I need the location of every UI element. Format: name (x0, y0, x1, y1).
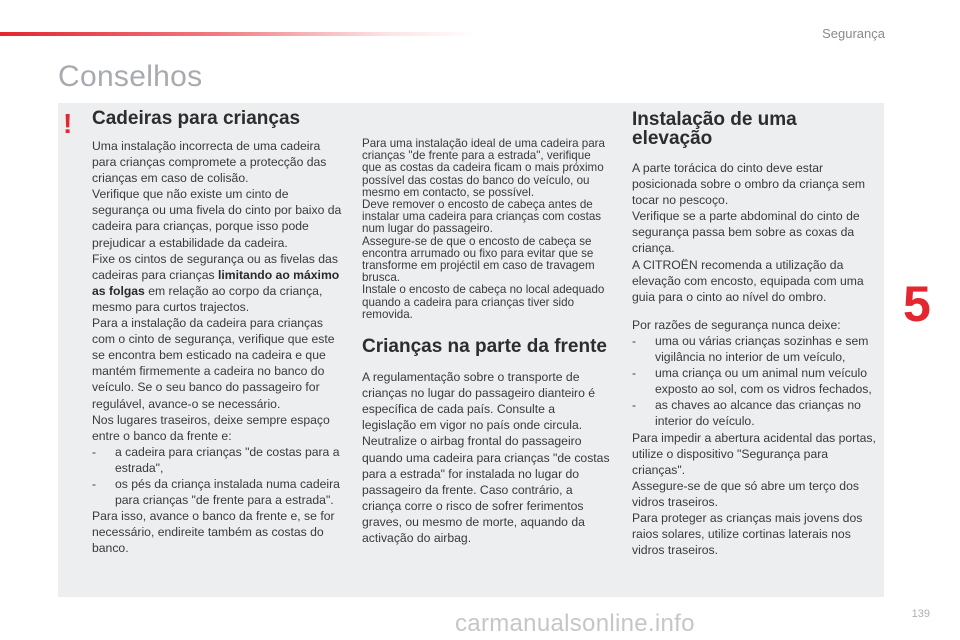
warning-icon: ! (63, 108, 73, 139)
list-item: - os pés da criança instalada numa cadeira para crianças "de frente para a estrada". (92, 476, 342, 508)
never-leave-list (632, 333, 882, 430)
column-child-seats (92, 108, 342, 556)
paragraph: Para proteger as crianças mais jovens dos raios solares, utilize cortinas laterais nos vidros traseiros. (632, 510, 863, 558)
column-front-seat (362, 138, 612, 546)
heading-booster: Instalação de uma elevação (632, 109, 797, 149)
column-booster (632, 110, 882, 558)
paragraph: Verifique se a parte abdominal do cinto de segurança passa bem sobre as coxas da criança. (632, 209, 860, 256)
paragraph: Para a instalação da cadeira para crianças com o cinto de segurança, verifique que este se encontra bem esticado na cadeira e que mantém firmemente a cadeira no banco do veículo. Se o seu banco do passageiro for regulável, avance-o se necessário. (92, 316, 335, 411)
watermark: carmanualsonline.info (455, 610, 695, 637)
heading-child-seats: Cadeiras para crianças (92, 108, 301, 129)
page-title: Conselhos (58, 60, 203, 93)
paragraph: Para uma instalação ideal de uma cadeira para crianças "de frente para a estrada", verifique que as costas da cadeira ficam o mais próximo possível das costas do banco do veículo, ou mesmo em contacto, se possível. (362, 137, 605, 199)
list-item: - as chaves ao alcance das crianças no interior do veículo. (632, 397, 882, 429)
emphasis-text: limitando ao máximo as folgas (92, 267, 340, 298)
list-item: - uma ou várias crianças sozinhas e sem vigilância no interior de um veículo, (632, 333, 882, 365)
paragraph: Instale o encosto de cabeça no local adequado quando a cadeira para crianças tiver sido removida. (362, 283, 605, 321)
list-item: - uma criança ou um animal num veículo exposto ao sol, com os vidros fechados, (632, 365, 882, 397)
paragraph: Para impedir a abertura acidental das portas, utilize o dispositivo "Segurança para crianças". (632, 430, 876, 477)
paragraph: Para isso, avance o banco da frente e, se for necessário, endireite também as costas do banco. (92, 509, 335, 556)
paragraph: Assegure-se de que só abre um terço dos vidros traseiros. (632, 478, 859, 509)
paragraph: Neutralize o airbag frontal do passageiro quando uma cadeira para crianças "de costas para a estrada" for instalada no lugar do passageiro da frente. Caso contrário, a criança corre o risco de sofrer ferimentos graves, ou mesmo de morte, aquando da activação do airbag. (362, 434, 610, 545)
paragraph: Deve remover o encosto de cabeça antes de instalar uma cadeira para crianças com costas num lugar do passageiro. (362, 198, 602, 236)
paragraph: Fixe os cintos de segurança ou as fivelas das cadeiras para crianças limitando ao máximo as folgas em relação ao corpo da criança, mesmo para curtos trajectos. (92, 251, 340, 314)
page-number: 139 (911, 608, 930, 620)
paragraph: Assegure-se de que o encosto de cabeça se encontra arrumado ou fixo para evitar que se transforme em projéctil em caso de travagem brusca. (362, 234, 595, 285)
section-label: Segurança (822, 26, 885, 41)
paragraph: Por razões de segurança nunca deixe: (632, 317, 841, 332)
paragraph: A CITROËN recomenda a utilização da elevação com encosto, equipada com uma guia para o cinto ao nível do ombro. (632, 257, 864, 304)
heading-children-front: Crianças na parte da frente (362, 336, 607, 358)
header-accent-bar (0, 32, 480, 36)
list-item: - a cadeira para crianças "de costas para a estrada", (92, 444, 342, 476)
chapter-number: 5 (903, 276, 931, 332)
paragraph: Uma instalação incorrecta de uma cadeira para crianças compromete a protecção das crianças em caso de colisão. (92, 139, 327, 186)
paragraph: A regulamentação sobre o transporte de crianças no lugar do passageiro dianteiro é específica de cada país. Consulte a legislação em vigor no país onde circula. (362, 370, 596, 433)
paragraph: A parte torácica do cinto deve estar posicionada sobre o ombro da criança sem tocar no pescoço. (632, 161, 866, 208)
paragraph: Nos lugares traseiros, deixe sempre espaço entre o banco da frente e: (92, 412, 330, 443)
rear-seat-list (92, 444, 342, 508)
paragraph: Verifique que não existe um cinto de segurança ou uma fivela do cinto por baixo da cadeira para crianças, porque isso pode prejudicar a estabilidade da cadeira. (92, 187, 342, 250)
